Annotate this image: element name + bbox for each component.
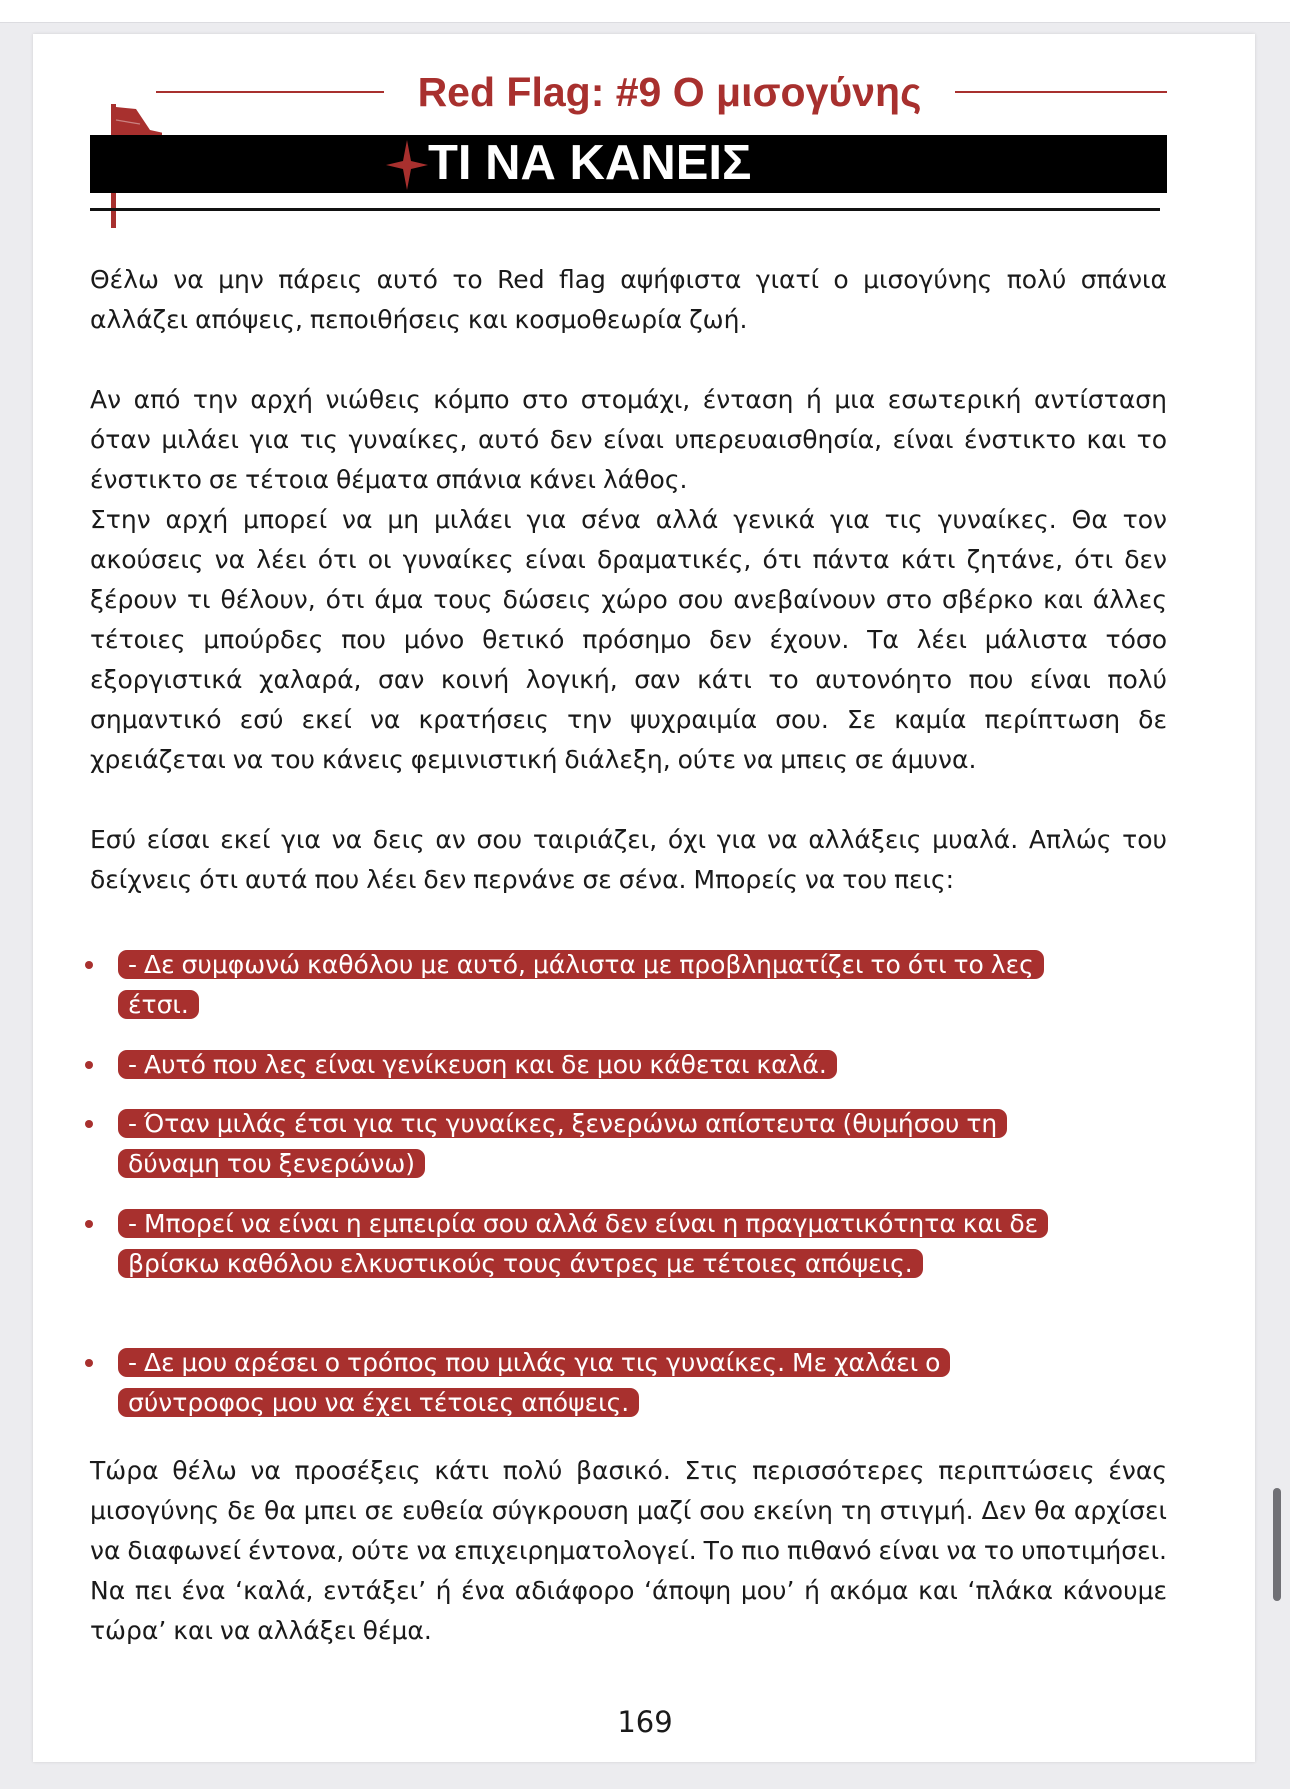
paragraph-intro: Θέλω να μην πάρεις αυτό το Red flag αψήφιστα γιατί ο μισογύνης πολύ σπάνια αλλάζει απόψεις, πεποιθήσεις και κοσμοθεωρία ζωή.	[90, 265, 1167, 334]
response-text: - Δε μου αρέσει ο τρόπος που μιλάς για τις γυναίκες. Με χαλάει ο σύντροφος μου να έχει τέτοιες απόψεις.	[118, 1348, 950, 1417]
header-rule	[90, 208, 1160, 211]
bullet-dot	[85, 1220, 93, 1228]
paragraph-closing: Τώρα θέλω να προσέξεις κάτι πολύ βασικό. Στις περισσότερες περιπτώσεις ένας μισογύνης δε θα μπει σε ευθεία σύγκρουση μαζί σου εκείνη τη στιγμή. Δεν θα αρχίσει να διαφωνεί έντονα, ούτε να επιχειρηματολογεί. Το πιο πιθανό είναι να το υποτιμήσει. Να πει ένα ‘καλά, εντάξει’ ή ένα αδιάφορο ‘άποψη μου’ ή ακόμα και ‘πλάκα κάνουμε τώρα’ και να αλλάξει θέμα.	[90, 1456, 1167, 1645]
response-text: - Αυτό που λες είναι γενίκευση και δε μου κάθεται καλά.	[118, 1050, 837, 1079]
paragraph-instinct: Αν από την αρχή νιώθεις κόμπο στο στομάχι, ένταση ή μια εσωτερική αντίσταση όταν μιλάει για τις γυναίκες, αυτό δεν είναι υπερευαισθησία, είναι ένστικτο και το ένστικτο σε τέτοια θέματα σπάνια κάνει λάθος.	[90, 385, 1167, 494]
page-title: Red Flag: #9 Ο μισογύνης	[417, 69, 922, 115]
response-text: - Δε συμφωνώ καθόλου με αυτό, μάλιστα με προβληματίζει το ότι το λες έτσι.	[118, 950, 1044, 1019]
bullet-dot	[85, 1359, 93, 1367]
bullet-dot	[85, 961, 93, 969]
top-strip	[0, 0, 1290, 23]
title-rule-left	[156, 91, 384, 93]
response-text: - Όταν μιλάς έτσι για τις γυναίκες, ξενερώνω απίστευτα (θυμήσου τη δύναμη του ξενερώνω)	[118, 1109, 1007, 1178]
title-rule-right	[955, 91, 1167, 93]
section-heading: ΤΙ ΝΑ ΚΑΝΕΙΣ	[428, 136, 752, 190]
paragraph-behaviour: Στην αρχή μπορεί να μη μιλάει για σένα αλλά γενικά για τις γυναίκες. Θα τον ακούσεις να λέει ότι οι γυναίκες είναι δραματικές, ότι πάντα κάτι ζητάνε, ότι δεν ξέρουν τι θέλουν, ότι άμα τους δώσεις χώρο σου ανεβαίνουν στο σβέρκο και άλλες τέτοιες μπούρδες που μόνο θετικό πρόσημο δεν έχουν. Τα λέει μάλιστα τόσο εξοργιστικά χαλαρά, σαν κοινή λογική, σαν κάτι το αυτονόητο που είναι πολύ σημαντικό εσύ εκεί να κρατήσεις την ψυχραιμία σου. Σε καμία περίπτωση δε χρειάζεται να του κάνεις φεμινιστική διάλεξη, ούτε να μπεις σε άμυνα.	[90, 505, 1167, 774]
page-number: 169	[617, 1705, 673, 1739]
bullet-dot	[85, 1061, 93, 1069]
star-icon	[384, 138, 430, 192]
response-text: - Μπορεί να είναι η εμπειρία σου αλλά δεν είναι η πραγματικότητα και δε βρίσκω καθόλου ελκυστικούς τους άντρες με τέτοιες απόψεις.	[118, 1209, 1048, 1278]
paragraph-response: Εσύ είσαι εκεί για να δεις αν σου ταιριάζει, όχι για να αλλάξεις μυαλά. Απλώς του δείχνεις ότι αυτά που λέει δεν περνάνε σε σένα. Μπορείς να του πεις:	[90, 825, 1167, 894]
scrollbar-thumb[interactable]	[1273, 1488, 1281, 1601]
bullet-dot	[85, 1120, 93, 1128]
